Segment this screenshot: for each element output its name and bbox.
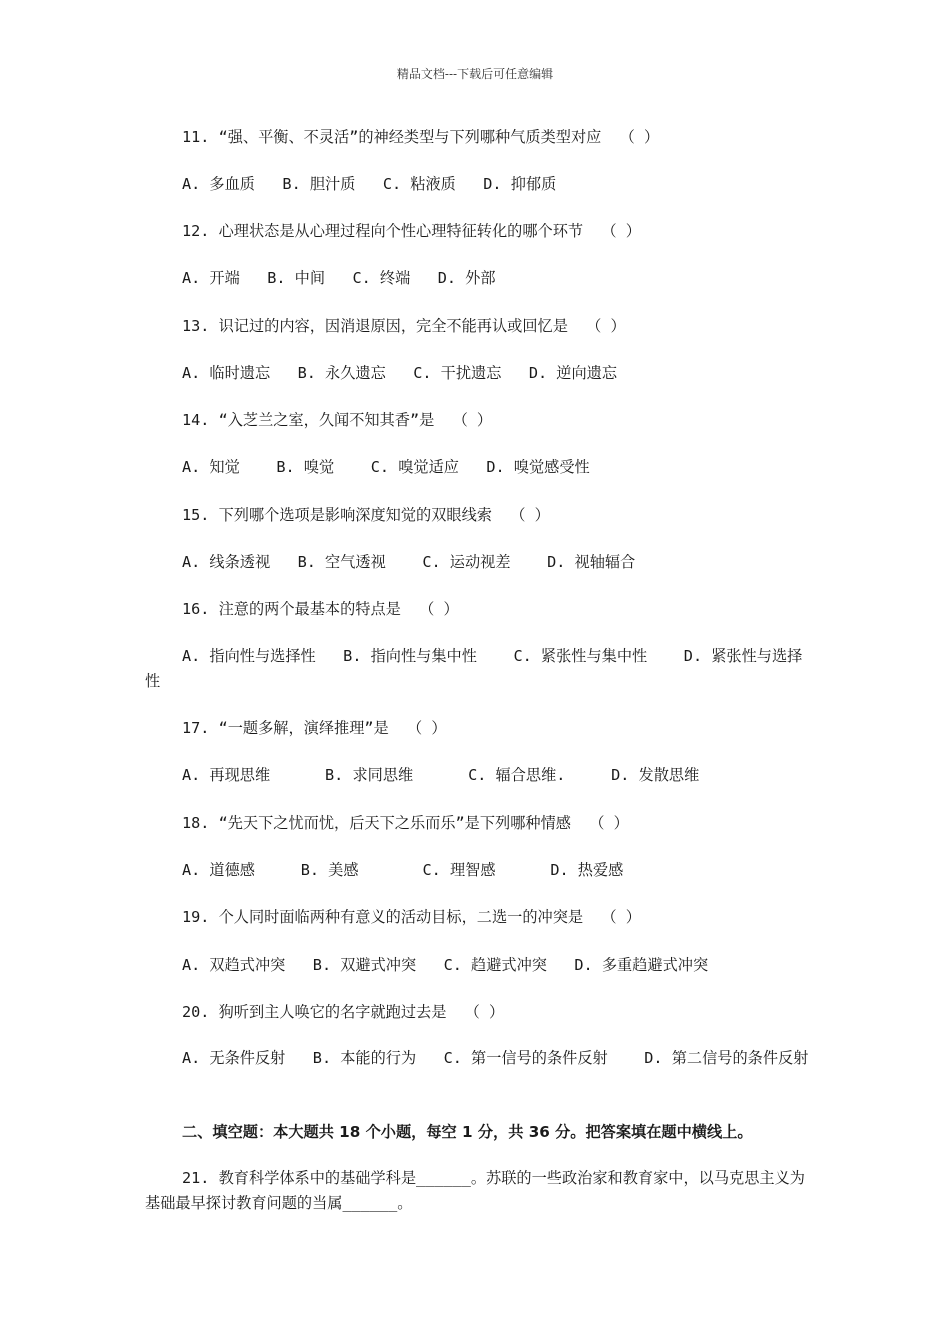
question-17-options: A. 再现思维 B. 求同思维 C. 辐合思维. D. 发散思维 (182, 766, 700, 784)
question-18-stem: 18. “先天下之忧而忧，后天下之乐而乐”是下列哪种情感 （ ） (182, 814, 629, 832)
question-14-options: A. 知觉 B. 嗅觉 C. 嗅觉适应 D. 嗅觉感受性 (182, 458, 590, 476)
question-12-stem: 12. 心理状态是从心理过程向个性心理特征转化的哪个环节 （ ） (182, 222, 641, 240)
question-14-stem: 14. “入芝兰之室，久闻不知其香”是 （ ） (182, 411, 493, 429)
question-11-options: A. 多血质 B. 胆汁质 C. 粘液质 D. 抑郁质 (182, 175, 557, 193)
page-header: 精品文档---下载后可任意编辑 (396, 67, 554, 81)
question-16-options: A. 指向性与选择性 B. 指向性与集中性 C. 紧张性与集中性 D. 紧张性与选择性 (145, 647, 803, 690)
section-heading-fill-in: 二、填空题：本大题共 18 个小题，每空 1 分，共 36 分。把答案填在题中横线上。 (182, 1123, 753, 1141)
question-20-options: A. 无条件反射 B. 本能的行为 C. 第一信号的条件反射 D. 第二信号的条件反射 (182, 1049, 809, 1067)
question-16-stem: 16. 注意的两个最基本的特点是 （ ） (182, 600, 459, 618)
question-13-options: A. 临时遗忘 B. 永久遗忘 C. 干扰遗忘 D. 逆向遗忘 (182, 364, 618, 382)
question-19-options: A. 双趋式冲突 B. 双避式冲突 C. 趋避式冲突 D. 多重趋避式冲突 (182, 956, 709, 974)
question-21: 21. 教育科学体系中的基础学科是______。苏联的一些政治家和教育家中，以马克思主义为基础最早探讨教育问题的当属______。 (145, 1169, 805, 1212)
question-12-options: A. 开端 B. 中间 C. 终端 D. 外部 (182, 269, 496, 287)
question-20-stem: 20. 狗听到主人唤它的名字就跑过去是 （ ） (182, 1003, 505, 1021)
question-13-stem: 13. 识记过的内容，因消退原因，完全不能再认或回忆是 （ ） (182, 317, 626, 335)
question-15-stem: 15. 下列哪个选项是影响深度知觉的双眼线索 （ ） (182, 506, 550, 524)
question-15-options: A. 线条透视 B. 空气透视 C. 运动视差 D. 视轴辐合 (182, 553, 636, 571)
question-19-stem: 19. 个人同时面临两种有意义的活动目标，二选一的冲突是 （ ） (182, 908, 641, 926)
question-17-stem: 17. “一题多解，演绎推理”是 （ ） (182, 719, 447, 737)
question-11-stem: 11. “强、平衡、不灵活”的神经类型与下列哪种气质类型对应 （ ） (182, 128, 660, 146)
question-18-options: A. 道德感 B. 美感 C. 理智感 D. 热爱感 (182, 861, 624, 879)
